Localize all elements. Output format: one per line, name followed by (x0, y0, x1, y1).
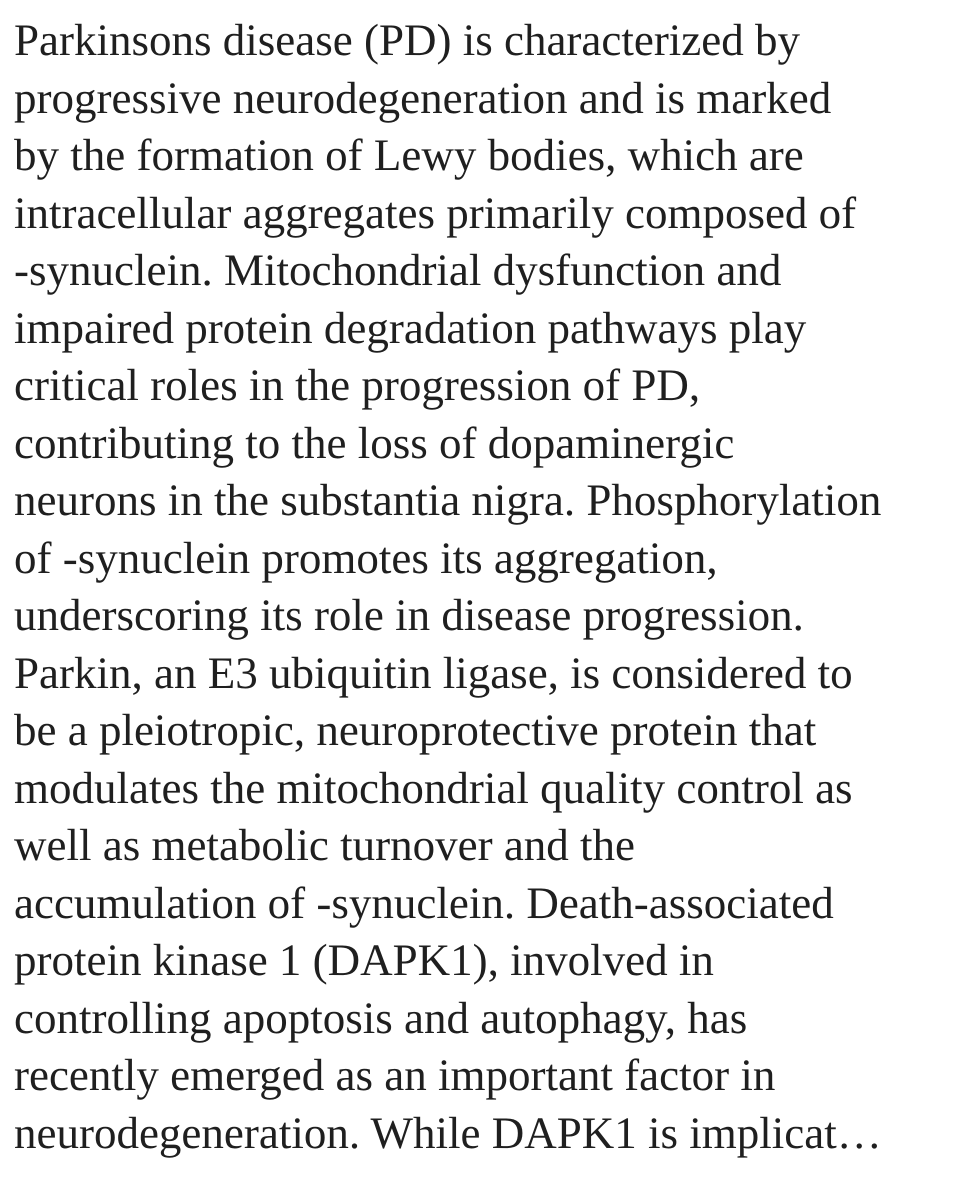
text-line: controlling apoptosis and autophagy, has (14, 992, 748, 1043)
text-line: contributing to the loss of dopaminergic (14, 417, 735, 468)
text-line: neurons in the substantia nigra. Phosphorylation (14, 475, 882, 525)
text-line: accumulation of -synuclein. Death-associated (14, 877, 834, 928)
text-line: by the formation of Lewy bodies, which are (14, 130, 804, 180)
text-line: impaired protein degradation pathways play (14, 302, 807, 353)
text-line: of -synuclein promotes its aggregation, (14, 532, 718, 583)
text-line: neurodegeneration. While DAPK1 is implicat… (14, 1107, 882, 1158)
text-line: underscoring its role in disease progression. (14, 590, 804, 640)
text-line: well as metabolic turnover and the (14, 820, 636, 870)
text-line: recently emerged as an important factor in (14, 1050, 776, 1100)
abstract-paragraph (14, 12, 946, 1162)
text-line: be a pleiotropic, neuroprotective protein that (14, 705, 817, 755)
text-line: Parkin, an E3 ubiquitin ligase, is considered to (14, 647, 853, 698)
text-line: progressive neurodegeneration and is marked (14, 72, 832, 123)
text-line: protein kinase 1 (DAPK1), involved in (14, 935, 714, 985)
text-line: critical roles in the progression of PD, (14, 360, 701, 410)
text-line: modulates the mitochondrial quality control as (14, 762, 853, 813)
text-line: -synuclein. Mitochondrial dysfunction and (14, 245, 782, 295)
text-line: Parkinsons disease (PD) is characterized by (14, 15, 801, 65)
text-line: intracellular aggregates primarily composed of (14, 187, 857, 238)
